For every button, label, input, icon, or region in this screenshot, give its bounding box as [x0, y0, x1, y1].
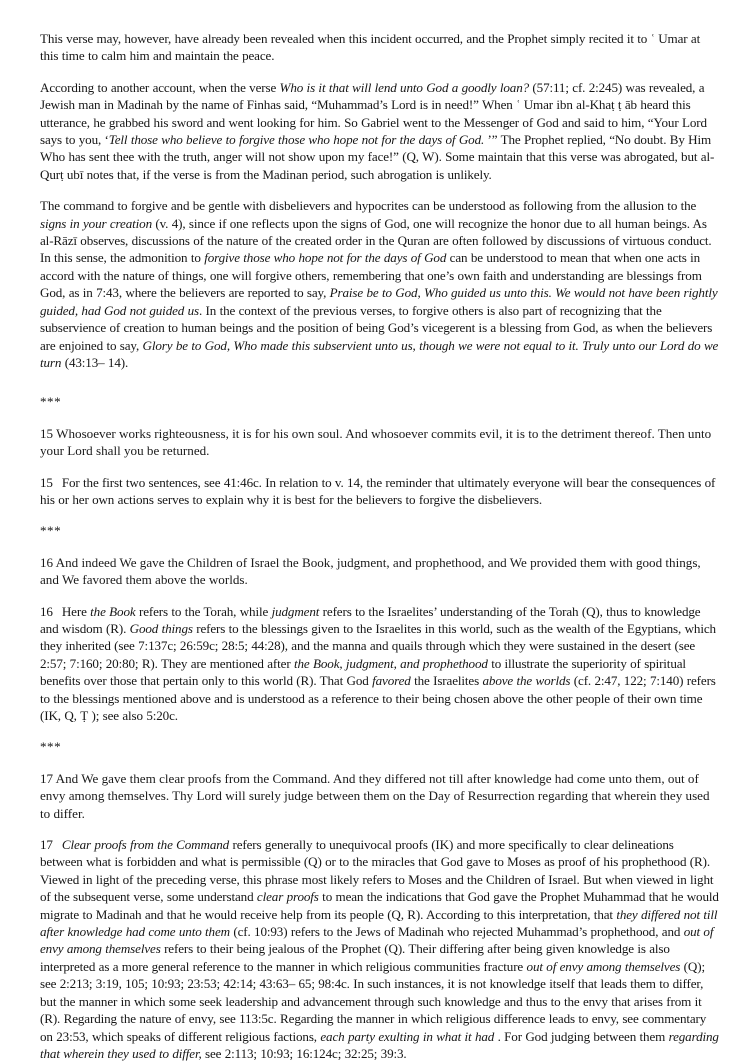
- paragraph-text: This verse may, however, have already been revealed when this incident occurred, and the Prophet simply recited it to ʿ Umar at this time to calm him and maintain the peace.: [40, 31, 701, 64]
- term-regarding-that-wherein-they-used-to-differ: regarding that wherein they used to differ,: [40, 1028, 719, 1061]
- text-run: ’” The Prophet replied, “No doubt. By Him Who has sent thee with the truth, anger will not show upon my face!” (Q, W). Some maintain that this verse was abrogated, but al-Qurṭ ubī notes that, if the verse is from the Madinan period, such abrogation is unlikely.: [40, 132, 715, 182]
- quran-quote-glory-be-to-god: Glory be to God, Who made this subservient unto us, though we were not equal to it. Truly unto our Lord do we turn: [40, 337, 719, 370]
- commentary-16: [40, 603, 719, 725]
- text-run: . For God judging between them: [494, 1028, 669, 1044]
- spacer: [40, 385, 719, 393]
- text-run: . In the context of the previous verses, to forgive others is also part of recognizing that the subservience of creation to human beings and the position of being God’s vicegerent is a blessing from God, as when the believers are enjoined to say,: [40, 302, 713, 353]
- commentary-15-text: For the first two sentences, see 41:46c. In relation to v. 14, the reminder that ultimately everyone will bear the consequences of his or her own actions serves to explain why it is best for the believers to forgive the disbelievers.: [40, 474, 716, 507]
- text-run: (cf. 10:93) refers to the Jews of Madinah who rejected Muhammad’s prophethood, and: [229, 924, 684, 940]
- text-run: refers to their being jealous of the Prophet (Q). Their differing after being given knowledge is also interpreted as a more general reference to the manner in which religious communities fracture: [40, 941, 670, 974]
- text-run: The command to forgive and be gentle with disbelievers and hypocrites can be understood as following from the allusion to the: [40, 198, 697, 214]
- term-book-judgment-prophethood: the Book, judgment, and prophethood: [293, 655, 488, 671]
- paragraph-revelation-timing: [40, 30, 719, 65]
- term-good-things: Good things: [129, 620, 193, 636]
- term-each-party-exulting: each party exulting in what it had: [320, 1028, 495, 1044]
- text-run: refers to the Torah, while: [135, 603, 272, 619]
- term-above-the-worlds: above the worlds: [482, 673, 571, 689]
- quran-quote-tell-those-who-believe: Tell those who believe to forgive those who hope not for the days of God.: [108, 132, 485, 148]
- quran-quote-praise-be-to-god: Praise be to God, Who guided us unto this. We would not have been rightly guided, had God not guided us: [40, 285, 718, 318]
- section-separator-1: ***: [40, 394, 62, 410]
- text-run: According to another account, when the verse: [40, 79, 280, 95]
- quran-quote-goodly-loan: Who is it that will lend unto God a goodly loan?: [279, 79, 530, 95]
- verse-17-text: 17 And We gave them clear proofs from the Command. And they differed not till after knowledge had come unto them, out of envy among themselves. Thy Lord will surely judge between them on the Day of Resurrection regarding that wherein they used to differ.: [40, 770, 710, 821]
- paragraph-finhas-account: [40, 79, 719, 183]
- text-run: to mean the indications that God gave the Prophet Muhammad that he would migrate to Madinah and that he would receive help from its people (Q, R). According to this interpretation, that: [40, 889, 719, 922]
- verse-15-text: 15 Whosoever works righteousness, it is for his own soul. And whosoever commits evil, it is to the detriment thereof. Then unto your Lord shall you be returned.: [40, 425, 712, 459]
- text-run: refers to the Israelites’ understanding of the Torah (Q), thus to knowledge and wisdom (R).: [40, 603, 701, 636]
- text-run: (v. 4), since if one reflects upon the signs of God, one will recognize the honor due to all human beings. As al-Rāzī observes, discussions of the nature of the created order in the Quran are often followed by discussions of virtuous conduct. In this sense, the admonition to: [40, 215, 712, 266]
- paragraph-command-to-forgive: [40, 197, 719, 371]
- text-run: (cf. 2:47, 122; 7:140) refers to the blessings mentioned above and is understood as a reference to their being chosen above the other people of their own time (IK, Q, Ṭ ); see also 5:20c.: [40, 673, 716, 723]
- quran-quote-signs-in-your-creation: signs in your creation: [40, 215, 152, 231]
- text-run: can be understood to mean that when one acts in accord with the nature of things, one will forgive others, remembering that one’s own faith and understanding are blessings from God, as in 7:43, where the believers are reported to say,: [40, 250, 702, 301]
- text-run: the Israelites: [410, 673, 483, 689]
- term-the-book: the Book: [90, 603, 136, 619]
- text-run: to illustrate the superiority of spiritual benefits over those that pertain only to this world (R). That God: [40, 655, 686, 689]
- commentary-16-number: 16: [40, 603, 53, 619]
- term-clear-proofs-from-the-command: Clear proofs from the Command: [61, 837, 230, 853]
- text-run: (Q); see 2:213; 3:19, 105; 10:93; 23:53; 42:14; 43:63– 65; 98:4c. In such instances, it is not knowledge itself that leads them to differ, but the manner in which some seek leadership and advancement through such knowledge and thus to the envy that arises from it (R). Regarding the nature of envy, see 113:5c. Regarding the manner in which religious difference leads to envy, see commentary on 23:53, which speaks of different religious factions,: [40, 958, 707, 1044]
- commentary-15-number: 15: [40, 474, 53, 490]
- commentary-17-number: 17: [40, 837, 53, 853]
- term-clear-proofs: clear proofs: [256, 889, 319, 905]
- text-run: Here: [61, 603, 91, 619]
- commentary-17: [40, 836, 719, 1062]
- term-out-of-envy-among-themselves-2: out of envy among themselves: [526, 958, 681, 974]
- text-run: refers to the blessings given to the Israelites in this world, such as the wealth of the Egyptians, which they inherited (see 7:137c; 26:59c; 28:5; 44:28), and the manna and quails through which they were sustained in the desert (see 2:57; 7:160; 20:80; R). They are mentioned after: [40, 620, 716, 671]
- term-judgment: judgment: [271, 603, 320, 619]
- quran-quote-forgive-those: forgive those who hope not for the days of God: [204, 250, 447, 266]
- text-run: (57:11; cf. 2:245) was revealed, a Jewish man in Madinah by the name of Finhas said, “Muhammad’s Lord is in need!” When ʿ Umar ibn al-Khaṭ ṭ āb heard this utterance, he grabbed his sword and went looking for him. So Gabriel went to the Messenger of God and said to him, “Your Lord says to you, ‘: [40, 79, 707, 148]
- text-run: see 2:113; 10:93; 16:124c; 32:25; 39:3.: [201, 1045, 407, 1061]
- verse-16-text: 16 And indeed We gave the Children of Israel the Book, judgment, and prophethood, and We provided them with good things, and We favored them above the worlds.: [40, 554, 701, 588]
- section-separator-2: ***: [40, 523, 62, 539]
- term-differed-not-till-after-knowledge: they differed not till after knowledge had come unto them: [40, 906, 718, 940]
- section-separator-3: ***: [40, 739, 62, 755]
- commentary-15: [40, 474, 719, 509]
- term-favored: favored: [372, 673, 411, 689]
- text-run: refers generally to unequivocal proofs (IK) and more specifically to clear delineations between what is forbidden and what is permissible (Q) or to the miracles that God gave to Moses as proof of his prophethood (R). Viewed in light of the preceding verse, this phrase most likely refers to Moses and the Children of Israel. But when viewed in light of the subsequent verse, some understand: [40, 837, 714, 905]
- term-out-of-envy-among-themselves-1: out of envy among themselves: [40, 924, 714, 957]
- text-run: (43:13– 14).: [61, 354, 129, 370]
